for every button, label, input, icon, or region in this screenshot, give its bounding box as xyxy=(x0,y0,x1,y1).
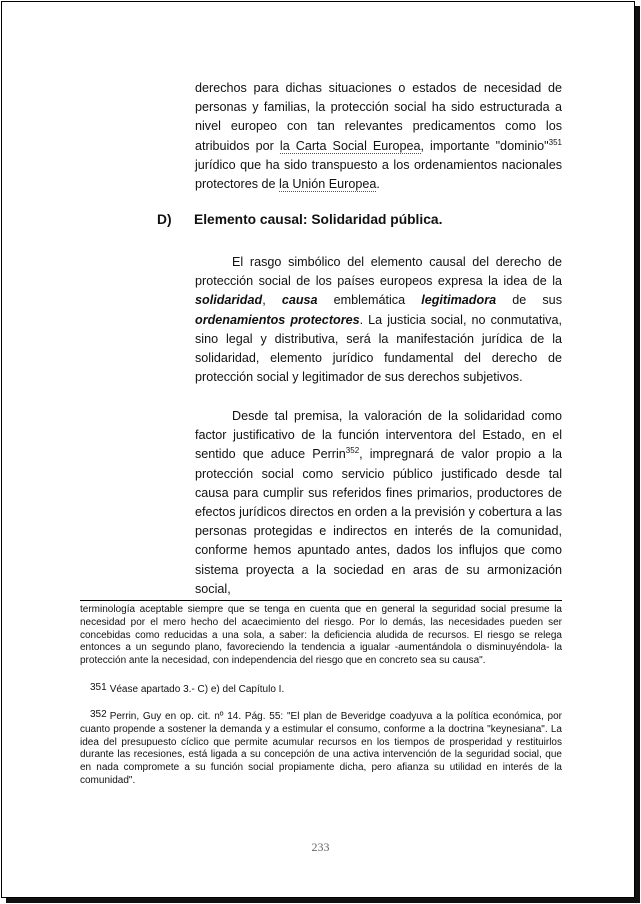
page-shadow-right xyxy=(635,6,640,903)
footnote-number: 352 xyxy=(90,709,107,720)
footnote-number: 351 xyxy=(90,682,107,693)
emphasis-causa: causa xyxy=(281,293,318,308)
paragraph-text: derechos para dichas situaciones o estados de necesidad de personas y familias, la protección social ha sido estructurada a nivel europeo con tan relevantes predicamentos como los atribuidos por xyxy=(195,81,562,153)
body-paragraph-2 xyxy=(195,253,562,387)
emphasis-ordenamientos: ordenamientos protectores xyxy=(195,312,360,327)
paragraph-text: El rasgo simbólico del elemento causal del derecho de protección social de los países europeos expresa la idea de la xyxy=(195,255,562,289)
footnote-continuation: terminología aceptable siempre que se tenga en cuenta que en general la seguridad social presume la necesidad por el mero hecho del acaecimiento del riesgo. Por lo demás, las necesidades pueden ser concebidas como reducidas a una sola, a saber: la deficiencia aludida de recursos. El riesgo se relega entonces a un segundo plano, favoreciendo la tendencia a igualar -aumentándola o disminuyéndola- la protección ante la necesidad, con independencia del riesgo que en concreto sea su causa". xyxy=(80,604,562,667)
paragraph-text: , impregnará de valor propio a la protección social como servicio público justificado desde tal causa para cumplir sus referidos fines primarios, productores de efectos jurídicos directos en orden a la previsión y cobertura a las personas protegidas e indirectos en interés de la comunidad, conforme hemos apuntado antes, dados los influjos que como sistema proyecta a la sociedad en aras de su armonización social, xyxy=(195,447,562,596)
link-carta-social-europea[interactable]: la Carta Social Europea xyxy=(279,138,421,153)
paragraph-text: , importante "dominio" xyxy=(420,138,549,153)
paragraph-text: de sus xyxy=(496,293,562,308)
paragraph-text: emblemática xyxy=(317,293,422,308)
footnote-352 xyxy=(80,711,562,788)
section-title: Elemento causal: Solidaridad pública. xyxy=(194,212,443,227)
footnote-ref-352[interactable]: 352 xyxy=(345,446,360,456)
emphasis-solidaridad: solidaridad xyxy=(195,293,263,308)
body-paragraph-1 xyxy=(195,79,562,194)
paragraph-text: Desde tal premisa, la valoración de la solidaridad como factor justificativo de la función interventora del Estado, en el sentido que aduce Perrin xyxy=(195,409,562,462)
paragraph-text: . xyxy=(376,177,380,192)
section-letter: D) xyxy=(157,212,172,227)
page-shadow-bottom xyxy=(6,898,640,903)
page-number: 233 xyxy=(311,840,330,854)
link-union-europea[interactable]: la Unión Europea xyxy=(279,177,377,192)
footnote-ref-351[interactable]: 351 xyxy=(548,137,562,147)
paragraph-text: jurídico que ha sido transpuesto a los ordenamientos nacionales protectores de xyxy=(195,157,562,192)
section-heading xyxy=(157,212,442,227)
body-paragraph-3 xyxy=(195,407,562,599)
emphasis-legitimadora: legitimadora xyxy=(421,293,497,308)
footnote-351 xyxy=(80,684,562,697)
footnote-text: Véase apartado 3.- C) e) del Capítulo I. xyxy=(109,684,285,695)
footnote-text: Perrin, Guy en op. cit. nº 14. Pág. 55: "El plan de Beveridge coadyuva a la política económica, por cuanto propende a sostener la demanda y a estimular el consumo, conforme a la doctrina "keynesiana". La idea del presupuesto cíclico que permite acumular recursos en los tiempos de prosperidad y restituirlos durante las recesiones, está ligada a su concepción de una activa intervención de la seguridad social, que en nada compromete a su función social propiamente dicha, pero afianza su utilidad en interés de la comunidad". xyxy=(80,711,562,786)
paragraph-text: , xyxy=(262,293,282,308)
paragraph-text: . La justicia social, no conmutativa, sino legal y distributiva, será la manifestación jurídica de la solidaridad, elemento jurídico fundamental del derecho de protección social y legitimador de sus derechos subjetivos. xyxy=(195,312,562,385)
footnote-separator xyxy=(80,600,562,601)
